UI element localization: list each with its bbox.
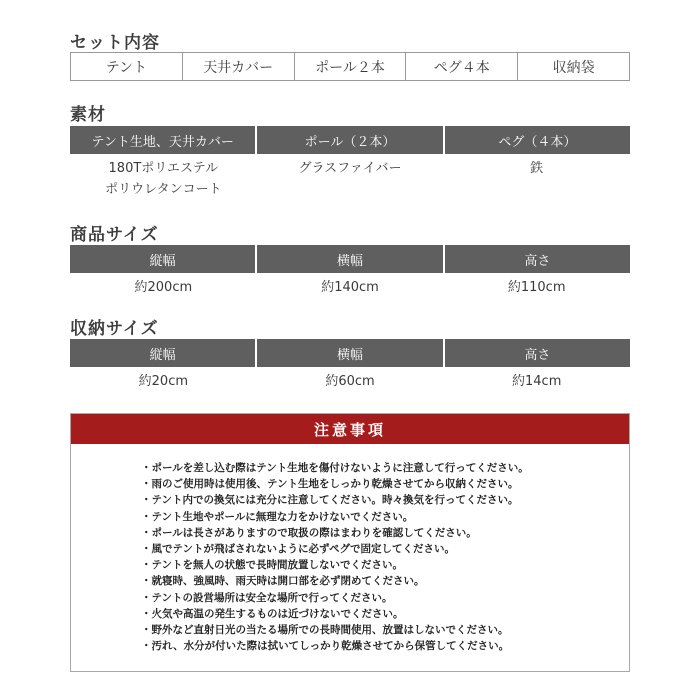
caution-title: 注意事項 xyxy=(71,414,629,444)
materials-header-row xyxy=(70,126,630,154)
product-size-value-row xyxy=(70,273,630,298)
product-size-value-length: 約200cm xyxy=(134,280,193,295)
product-size-header-length: 縦幅 xyxy=(149,253,176,269)
caution-item: ・テントの設営場所は安全な場所で行ってください。 xyxy=(141,591,393,604)
set-item-ceiling-cover: 天井カバー xyxy=(182,53,294,80)
caution-item: ・雨のご使用時は使用後、テント生地をしっかり乾燥させてから収納ください。 xyxy=(141,478,519,491)
caution-item: ・風でテントが飛ばされないように必ずペグで固定してください。 xyxy=(141,543,456,556)
product-size-table xyxy=(70,245,630,298)
caution-box xyxy=(70,413,630,672)
set-item-tent: テント xyxy=(105,59,148,76)
product-size-header-width: 横幅 xyxy=(255,245,442,273)
storage-size-value-height: 約14cm xyxy=(512,374,562,389)
materials-title: 素材 xyxy=(70,105,106,125)
caution-item: ・汚れ、水分が付いた際は拭いてしっかり乾燥させてから保管してください。 xyxy=(141,640,510,653)
set-item-poles: ポール２本 xyxy=(294,53,406,80)
set-item-pegs: ペグ４本 xyxy=(405,53,517,80)
caution-item: ・就寝時、強風時、雨天時は開口部を必ず閉めてください。 xyxy=(141,575,425,588)
product-size-title: 商品サイズ xyxy=(70,225,159,245)
materials-header-pole: ポール（２本） xyxy=(255,126,442,154)
caution-item: ・ポールは長さがありますので取扱の際はまわりを確認してください。 xyxy=(141,526,477,539)
materials-value-peg xyxy=(443,154,630,200)
product-size-header-row xyxy=(70,245,630,273)
storage-size-header-height: 高さ xyxy=(443,339,630,367)
set-contents-row xyxy=(70,52,630,81)
materials-value-pole-line1: グラスファイバー xyxy=(298,161,402,176)
materials-value-fabric-line2: ポリウレタンコート xyxy=(105,182,222,197)
set-item-storage-bag: 収納袋 xyxy=(517,53,629,80)
materials-header-peg: ペグ（４本） xyxy=(443,126,630,154)
storage-size-header-row xyxy=(70,339,630,367)
caution-item: ・ポールを差し込む際はテント生地を傷付けないように注意して行ってください。 xyxy=(141,462,529,474)
storage-size-header-length: 縦幅 xyxy=(149,347,176,363)
product-size-header-height: 高さ xyxy=(443,245,630,273)
materials-value-fabric-line1: 180Tポリエステル xyxy=(108,161,219,176)
caution-item: ・火気や高温の発生するものは近づけないでください。 xyxy=(141,607,404,620)
caution-item: ・テント内での換気には充分に注意してください。時々換気を行ってください。 xyxy=(141,494,519,507)
materials-value-row xyxy=(70,154,630,200)
materials-value-peg-line1: 鉄 xyxy=(530,161,544,176)
storage-size-value-width: 約60cm xyxy=(325,374,375,389)
storage-size-table xyxy=(70,339,630,392)
storage-size-value-length: 約20cm xyxy=(138,374,189,389)
caution-item: ・テント生地やポールに無理な力をかけないでください。 xyxy=(141,510,414,523)
set-contents-title: セット内容 xyxy=(70,33,160,53)
product-size-value-height: 約110cm xyxy=(507,280,566,295)
materials-table xyxy=(70,126,630,200)
materials-value-pole xyxy=(257,154,444,200)
storage-size-title: 収納サイズ xyxy=(70,319,159,339)
materials-header-fabric: テント生地、天井カバー xyxy=(91,134,234,150)
product-size-value-width: 約140cm xyxy=(321,280,379,295)
materials-value-fabric xyxy=(70,154,257,200)
caution-item: ・野外など直射日光の当たる場所での長時間使用、放置はしないでください。 xyxy=(141,624,509,637)
storage-size-header-width: 横幅 xyxy=(255,339,442,367)
caution-item: ・テントを無人の状態で長時間放置しないでください。 xyxy=(141,559,403,572)
caution-list xyxy=(141,460,621,654)
storage-size-value-row xyxy=(70,367,630,392)
